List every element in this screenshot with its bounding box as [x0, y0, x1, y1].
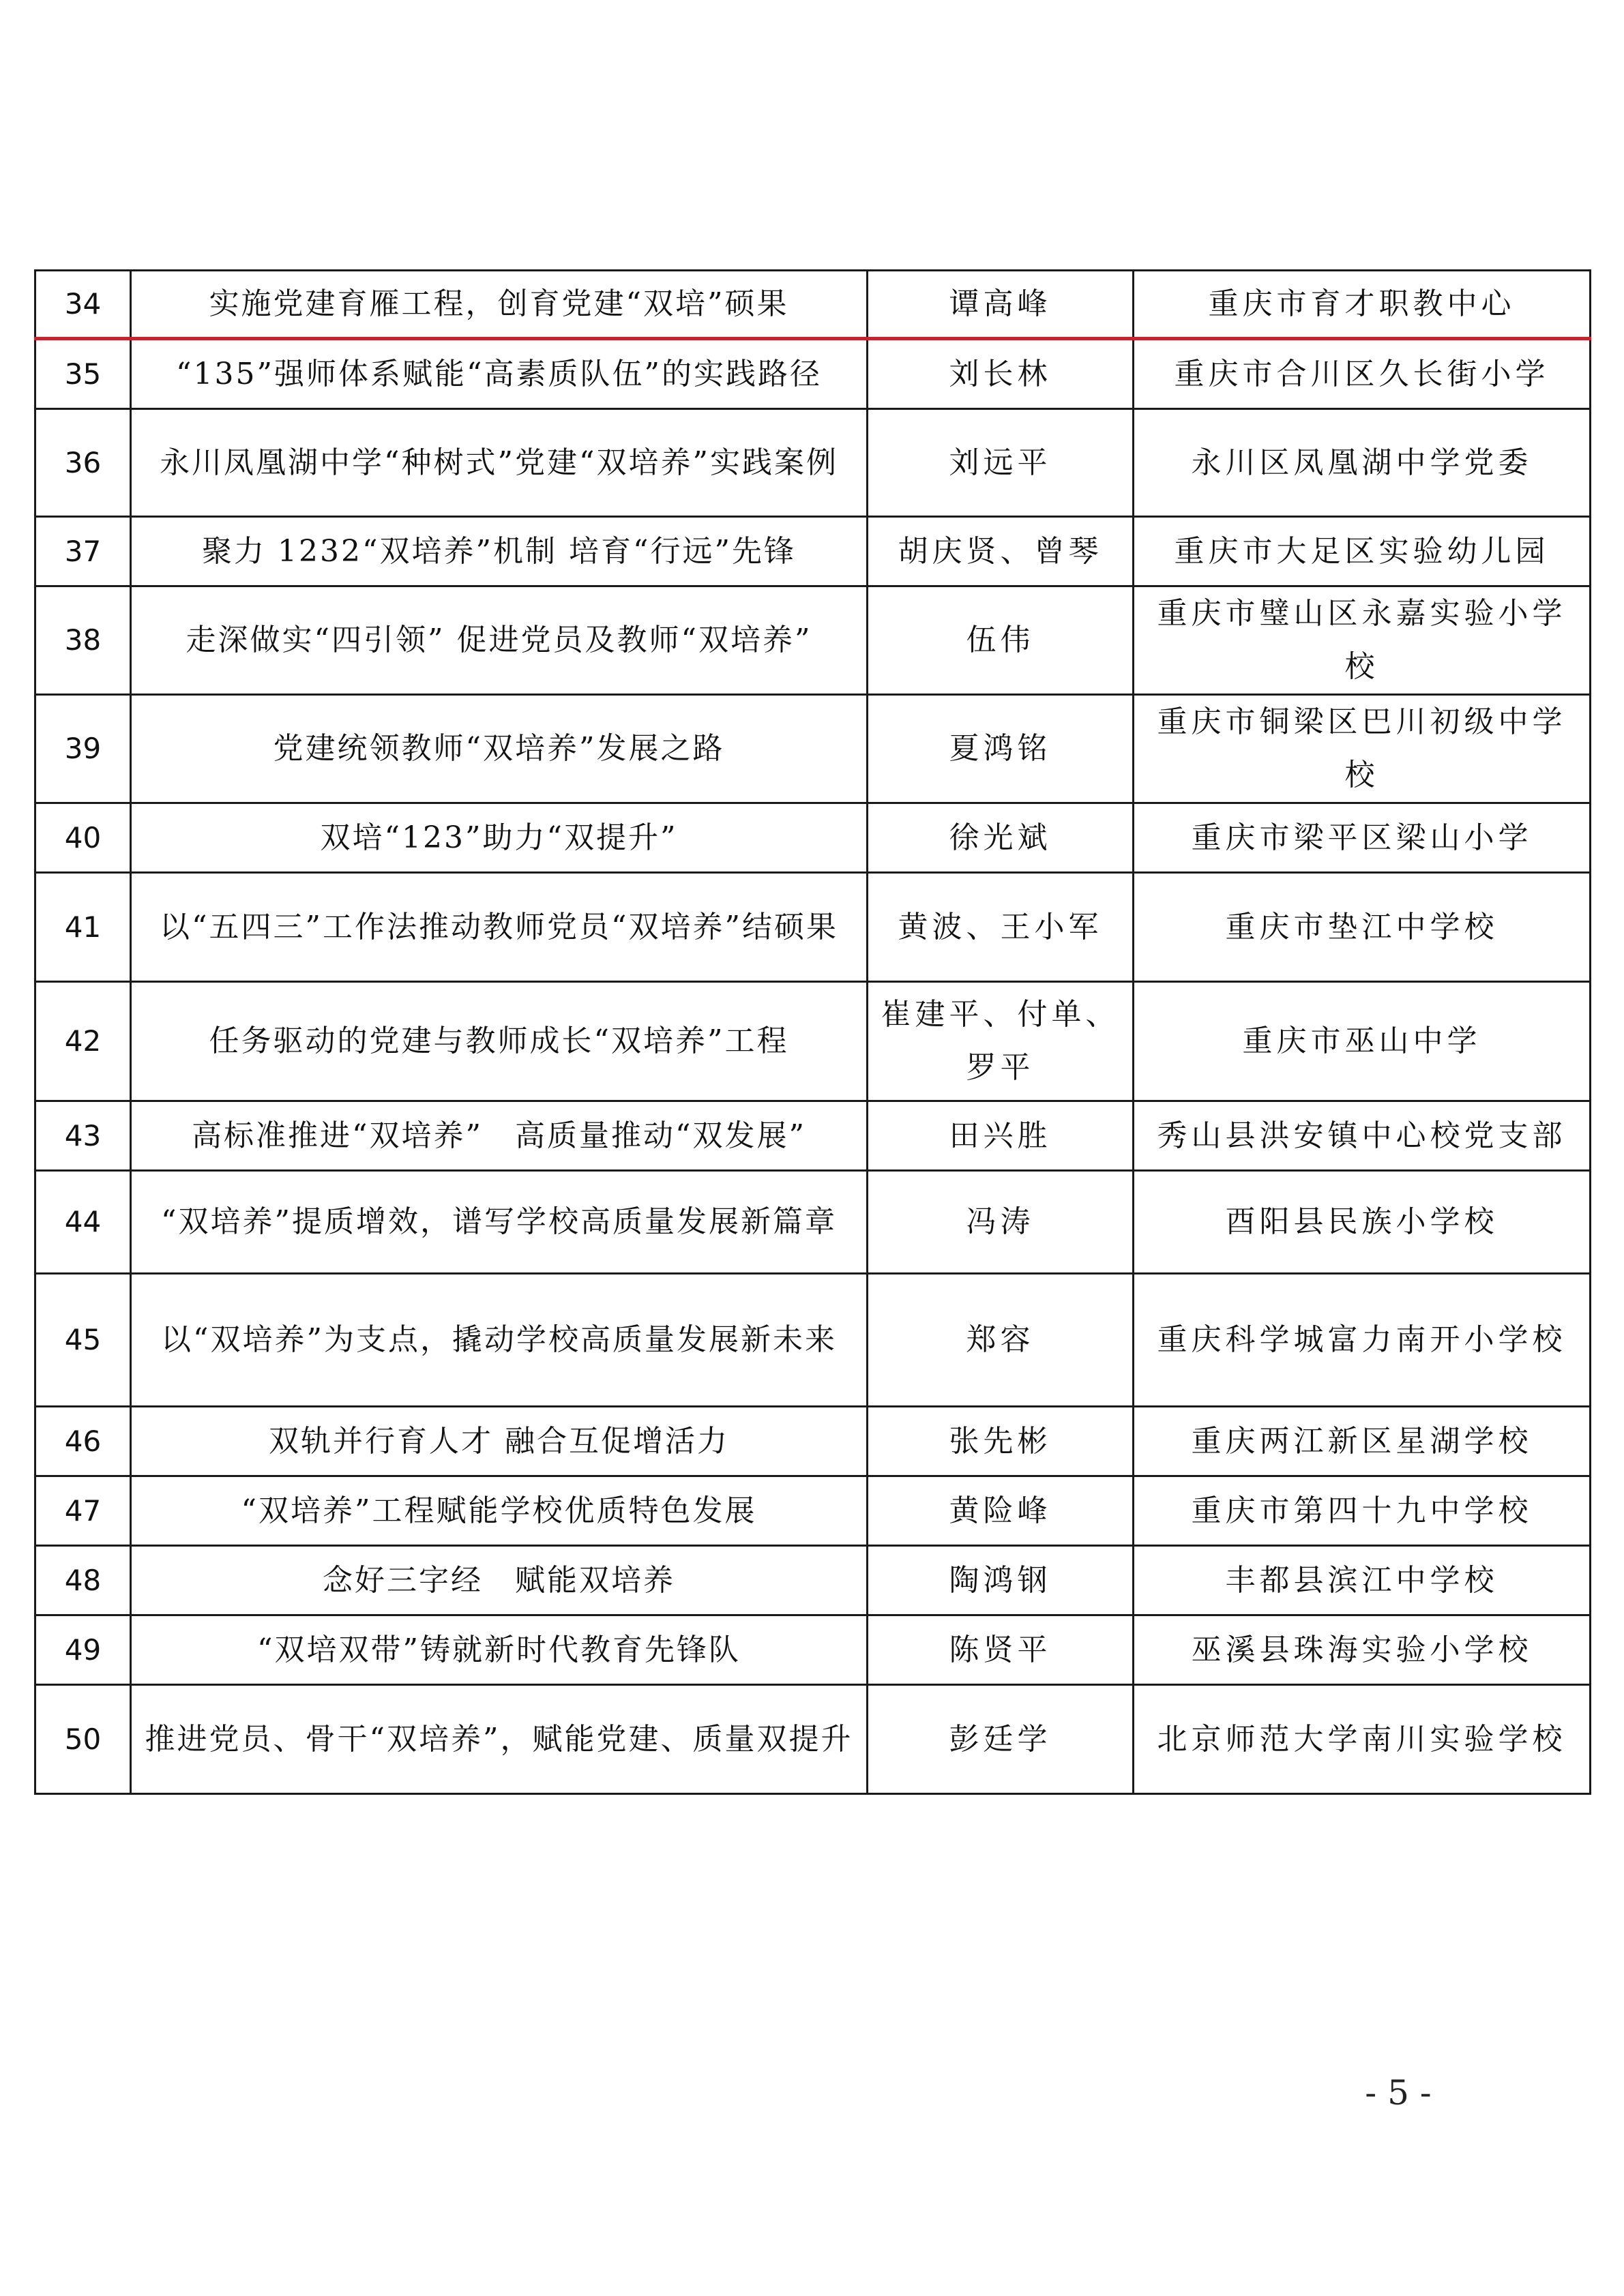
row-unit: 巫溪县珠海实验小学校: [1134, 1615, 1591, 1685]
table-row: [35, 409, 1591, 517]
row-author: 张先彬: [868, 1407, 1134, 1476]
row-author: 郑容: [868, 1274, 1134, 1407]
row-author: 谭高峰: [868, 271, 1134, 339]
row-title: 高标准推进“双培养” 高质量推动“双发展”: [131, 1101, 868, 1171]
row-author: 伍伟: [868, 586, 1134, 695]
row-unit: 重庆市璧山区永嘉实验小学校: [1134, 586, 1591, 695]
row-title: 实施党建育雁工程，创育党建“双培”硕果: [131, 271, 868, 339]
row-author: 胡庆贤、曾琴: [868, 517, 1134, 586]
row-author: 田兴胜: [868, 1101, 1134, 1171]
row-number: 49: [35, 1615, 131, 1685]
table-row: [35, 1476, 1591, 1546]
row-number: 45: [35, 1274, 131, 1407]
table-row: [35, 517, 1591, 586]
row-title: 双培“123”助力“双提升”: [131, 803, 868, 873]
table-row: [35, 339, 1591, 409]
table-row: [35, 982, 1591, 1101]
row-author: 陈贤平: [868, 1615, 1134, 1685]
row-unit: 丰都县滨江中学校: [1134, 1546, 1591, 1615]
row-title: 双轨并行育人才 融合互促增活力: [131, 1407, 868, 1476]
row-title: 任务驱动的党建与教师成长“双培养”工程: [131, 982, 868, 1101]
row-title: 走深做实“四引领” 促进党员及教师“双培养”: [131, 586, 868, 695]
row-number: 50: [35, 1685, 131, 1794]
row-unit: 重庆市第四十九中学校: [1134, 1476, 1591, 1546]
table-row: [35, 1546, 1591, 1615]
table-row: [35, 271, 1591, 339]
row-title: 永川凤凰湖中学“种树式”党建“双培养”实践案例: [131, 409, 868, 517]
row-number: 40: [35, 803, 131, 873]
row-number: 36: [35, 409, 131, 517]
row-title: 聚力 1232“双培养”机制 培育“行远”先锋: [131, 517, 868, 586]
table-row: [35, 873, 1591, 982]
row-author: 陶鸿钢: [868, 1546, 1134, 1615]
row-number: 34: [35, 271, 131, 339]
row-title: 以“双培养”为支点，撬动学校高质量发展新未来: [131, 1274, 868, 1407]
row-title: 党建统领教师“双培养”发展之路: [131, 695, 868, 803]
page-number: - 5 -: [1365, 2073, 1432, 2113]
row-author: 夏鸿铭: [868, 695, 1134, 803]
row-unit: 酉阳县民族小学校: [1134, 1171, 1591, 1274]
table-row: [35, 1171, 1591, 1274]
row-number: 48: [35, 1546, 131, 1615]
table-row: [35, 586, 1591, 695]
row-number: 35: [35, 339, 131, 409]
row-unit: 秀山县洪安镇中心校党支部: [1134, 1101, 1591, 1171]
row-unit: 重庆市大足区实验幼儿园: [1134, 517, 1591, 586]
row-title: “135”强师体系赋能“高素质队伍”的实践路径: [131, 339, 868, 409]
row-title: 念好三字经 赋能双培养: [131, 1546, 868, 1615]
row-number: 47: [35, 1476, 131, 1546]
row-number: 43: [35, 1101, 131, 1171]
row-number: 38: [35, 586, 131, 695]
row-author: 刘远平: [868, 409, 1134, 517]
row-title: “双培养”工程赋能学校优质特色发展: [131, 1476, 868, 1546]
row-unit: 重庆两江新区星湖学校: [1134, 1407, 1591, 1476]
row-author: 崔建平、付单、罗平: [868, 982, 1134, 1101]
row-unit: 重庆市梁平区梁山小学: [1134, 803, 1591, 873]
table-row: [35, 803, 1591, 873]
row-author: 刘长林: [868, 339, 1134, 409]
row-unit: 重庆科学城富力南开小学校: [1134, 1274, 1591, 1407]
row-unit: 重庆市铜梁区巴川初级中学校: [1134, 695, 1591, 803]
row-title: “双培双带”铸就新时代教育先锋队: [131, 1615, 868, 1685]
row-author: 彭廷学: [868, 1685, 1134, 1794]
table-row: [35, 1274, 1591, 1407]
table-row: [35, 1101, 1591, 1171]
row-number: 39: [35, 695, 131, 803]
row-title: 以“五四三”工作法推动教师党员“双培养”结硕果: [131, 873, 868, 982]
table-row: [35, 1407, 1591, 1476]
table-row: [35, 695, 1591, 803]
table-row: [35, 1685, 1591, 1794]
row-number: 46: [35, 1407, 131, 1476]
row-title: 推进党员、骨干“双培养”，赋能党建、质量双提升: [131, 1685, 868, 1794]
row-unit: 北京师范大学南川实验学校: [1134, 1685, 1591, 1794]
row-number: 37: [35, 517, 131, 586]
row-number: 44: [35, 1171, 131, 1274]
results-table: [34, 269, 1591, 1795]
row-number: 41: [35, 873, 131, 982]
row-title: “双培养”提质增效，谱写学校高质量发展新篇章: [131, 1171, 868, 1274]
row-author: 黄险峰: [868, 1476, 1134, 1546]
row-author: 徐光斌: [868, 803, 1134, 873]
table-row: [35, 1615, 1591, 1685]
row-unit: 重庆市巫山中学: [1134, 982, 1591, 1101]
row-unit: 重庆市育才职教中心: [1134, 271, 1591, 339]
row-unit: 永川区凤凰湖中学党委: [1134, 409, 1591, 517]
row-number: 42: [35, 982, 131, 1101]
row-unit: 重庆市垫江中学校: [1134, 873, 1591, 982]
row-author: 黄波、王小军: [868, 873, 1134, 982]
row-author: 冯涛: [868, 1171, 1134, 1274]
row-unit: 重庆市合川区久长街小学: [1134, 339, 1591, 409]
